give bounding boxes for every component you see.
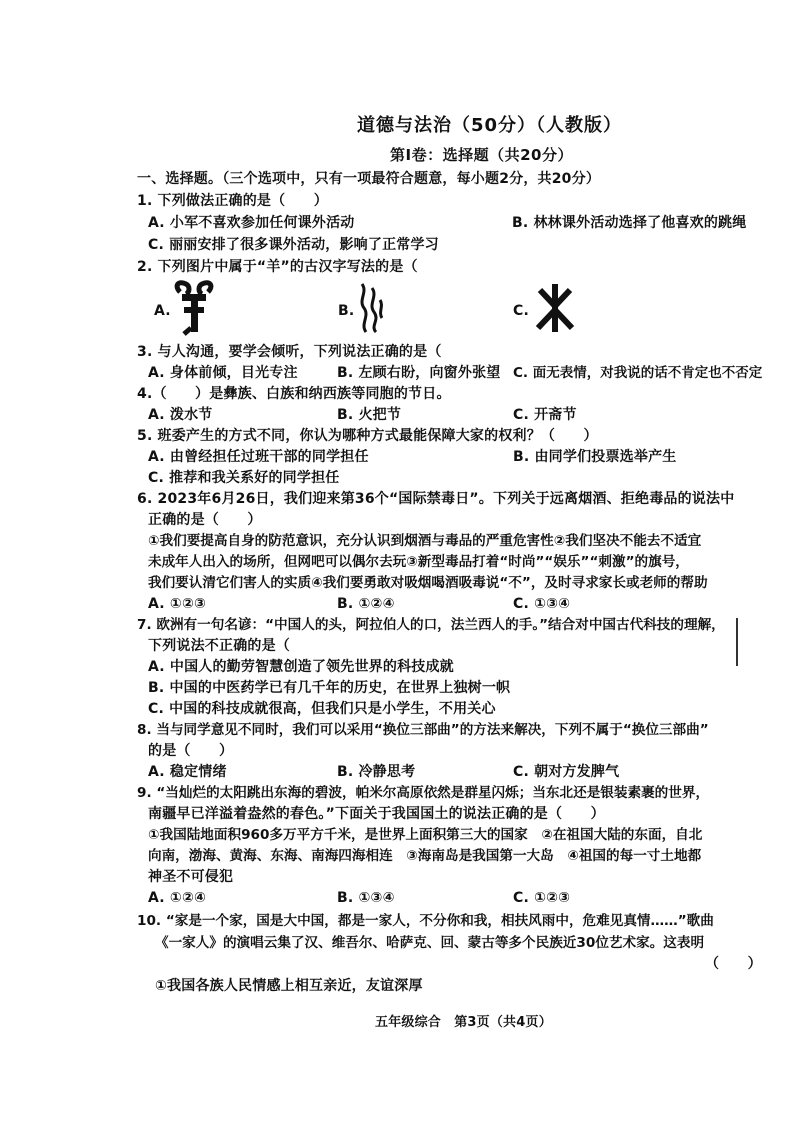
question-10-statement-1: ①我国各族人民情感上相互亲近，友谊深厚 [155, 978, 423, 994]
question-2-option-a: A. [154, 303, 171, 319]
question-4-option-a: A. 泼水节 [148, 407, 213, 423]
margin-mark [736, 618, 738, 666]
question-9-stem-line-2: 南疆早已洋溢着盎然的春色。”下面关于我国国土的说法正确的是（ ） [148, 806, 605, 822]
question-1-stem: 1. 下列做法正确的是（ ） [137, 193, 328, 209]
question-2-stem: 2. 下列图片中属于“羊”的古汉字写法的是（ [137, 259, 418, 275]
question-9-stem-line-1: 9. “当灿烂的太阳跳出东海的碧波，帕米尔高原依然是群星闪烁；当东北还是银装素裹的世界， [137, 785, 710, 801]
question-9-stem-line-4: 向南，渤海、黄海、东海、南海四海相连 ③海南岛是我国第一大岛 ④祖国的每一寸土地都 [148, 848, 702, 864]
question-5-option-a: A. 由曾经担任过班干部的同学担任 [148, 449, 369, 465]
question-8-option-b: B. 冷静思考 [337, 764, 416, 780]
question-5-option-b: B. 由同学们投票选举产生 [513, 449, 677, 465]
question-7-option-a: A. 中国人的勤劳智慧创造了领先世界的科技成就 [148, 659, 454, 675]
question-4-option-b: B. 火把节 [337, 407, 402, 423]
question-2-option-c: C. [513, 303, 529, 319]
question-6-stem-line-2: 正确的是（ ） [148, 512, 262, 528]
question-9-stem-line-3: ①我国陆地面积960多万平方千米，是世界上面积第三大的国家 ②在祖国大陆的东面，自北 [148, 827, 703, 843]
question-5-option-c: C. 推荐和我关系好的同学担任 [148, 470, 340, 486]
question-6-option-a: A. ①②③ [148, 596, 207, 612]
question-1-option-b: B. 林林课外活动选择了他喜欢的跳绳 [512, 215, 747, 231]
question-3-option-c: C. 面无表情，对我说的话不肯定也不否定 [513, 365, 763, 381]
ancient-sheep-glyph-icon [172, 280, 216, 336]
question-1-option-a: A. 小军不喜欢参加任何课外活动 [148, 215, 355, 231]
question-3-option-a: A. 身体前倾，目光专注 [148, 365, 298, 381]
question-4-option-c: C. 开斋节 [513, 407, 577, 423]
question-1-option-c: C. 丽丽安排了很多课外活动，影响了正常学习 [148, 237, 439, 253]
question-4-stem: 4.（ ）是彝族、白族和纳西族等同胞的节日。 [137, 386, 451, 402]
question-6-stem-line-3: ①我们要提高自身的防范意识，充分认识到烟酒与毒品的严重危害性②我们坚决不能去不适宜 [148, 533, 702, 549]
question-7-stem-line-1: 7. 欧洲有一句名谚：“中国人的头，阿拉伯人的口，法兰西人的手。”结合对中国古代科技的理解， [137, 617, 725, 633]
question-8-stem-line-2: 的是（ ） [148, 743, 234, 759]
question-5-stem: 5. 班委产生的方式不同，你认为哪种方式最能保障大家的权利？（ ） [137, 428, 598, 444]
question-6-stem-line-1: 6. 2023年6月26日，我们迎来第36个“国际禁毒日”。下列关于远离烟酒、拒绝毒品的说法中 [137, 491, 735, 507]
question-2-option-b: B. [338, 303, 355, 319]
question-9-option-a: A. ①②④ [148, 890, 207, 906]
section-heading: 一、选择题。（三个选项中，只有一项最符合题意，每小题2分，共20分） [137, 171, 601, 187]
question-8-stem-line-1: 8. 当与同学意见不同时，我们可以采用“换位三部曲”的方法来解决，下列不属于“换位三部曲” [137, 722, 709, 738]
question-3-stem: 3. 与人沟通，要学会倾听，下列说法正确的是（ [137, 344, 442, 360]
question-10-stem-line-1: 10. “家是一个家，国是大中国，都是一家人，不分你和我，相扶风雨中，危难见真情……”歌曲 [137, 913, 714, 929]
question-10-stem-line-2: 《一家人》的演唱云集了汉、维吾尔、哈萨克、回、蒙古等多个民族近30位艺术家。这表明 [155, 935, 705, 951]
section-subtitle: 第Ⅰ卷：选择题（共20分） [390, 146, 573, 164]
question-6-option-c: C. ①③④ [513, 596, 571, 612]
question-7-option-c: C. 中国的科技成就很高，但我们只是小学生，不用关心 [148, 701, 496, 717]
page-footer: 五年级综合 第3页（共4页） [375, 1015, 552, 1030]
question-7-stem-line-2: 下列说法不正确的是（ [148, 638, 290, 654]
question-8-option-a: A. 稳定情绪 [148, 764, 227, 780]
page-title: 道德与法治（50分）（人教版） [357, 115, 623, 136]
question-6-stem-line-5: 我们要认清它们害人的实质④我们要勇敢对吸烟喝酒吸毒说“不”，及时寻求家长或老师的帮助 [148, 575, 708, 591]
question-9-option-c: C. ①②③ [513, 890, 571, 906]
question-10-answer-blank: （ ） [705, 956, 762, 972]
question-9-option-b: B. ①③④ [337, 890, 395, 906]
question-9-stem-line-5: 神圣不可侵犯 [148, 869, 234, 885]
ancient-wood-glyph-icon [532, 282, 578, 334]
ancient-water-glyph-icon [356, 282, 386, 334]
question-7-option-b: B. 中国的中医药学已有几千年的历史，在世界上独树一帜 [148, 680, 511, 696]
question-6-option-b: B. ①②④ [337, 596, 395, 612]
question-8-option-c: C. 朝对方发脾气 [513, 764, 620, 780]
question-6-stem-line-4: 未成年人出入的场所，但网吧可以偶尔去玩③新型毒品打着“时尚”“娱乐”“刺激”的旗号， [148, 554, 689, 570]
question-3-option-b: B. 左顾右盼，向窗外张望 [337, 365, 501, 381]
